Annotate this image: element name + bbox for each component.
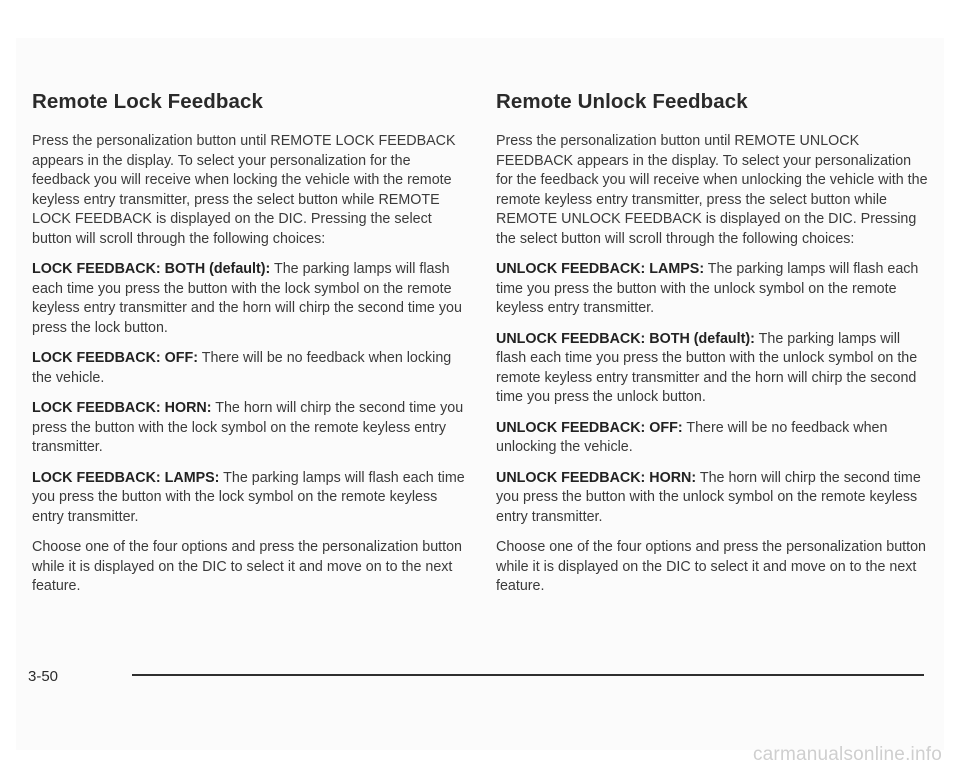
- option-text: The horn will chirp the second time you press the button with the unlock symbol on the remote keyless entry transmitter.: [496, 469, 921, 525]
- option-text: There will be no feedback when locking the vehicle.: [32, 350, 452, 386]
- option-text: The horn will chirp the second time you press the button with the lock symbol on the remote keyless entry transmitter.: [32, 400, 464, 455]
- option-paragraph: [496, 419, 928, 458]
- option-label: LOCK FEEDBACK: LAMPS:: [32, 469, 220, 486]
- site-watermark: carmanualsonline.info: [752, 744, 942, 765]
- option-paragraph: [32, 349, 472, 388]
- page-footer: [28, 664, 928, 684]
- option-text: The parking lamps will flash each time you press the button with the lock symbol on the remote keyless entry transmitter.: [32, 469, 465, 525]
- option-paragraph: [32, 399, 472, 458]
- remote-unlock-feedback-section: [496, 90, 928, 608]
- section-title: Remote Unlock Feedback: [496, 90, 748, 113]
- option-paragraph: [496, 260, 928, 319]
- option-label: LOCK FEEDBACK: BOTH (default):: [32, 261, 271, 277]
- option-text: The parking lamps will flash each time you press the button with the lock symbol on the remote keyless entry transmitter and the horn will chirp the second time you press the lock button.: [32, 261, 462, 336]
- option-paragraph: [496, 330, 928, 408]
- option-paragraph: [32, 260, 472, 338]
- option-text: The parking lamps will flash each time you press the button with the unlock symbol on the remote keyless entry transmitter.: [496, 261, 919, 316]
- section-intro: Press the personalization button until REMOTE UNLOCK FEEDBACK appears in the display. To select your personalization for the feedback you will receive when unlocking the vehicle with the remote keyless entry transmitter, press the select button while REMOTE UNLOCK FEEDBACK is displayed on the DIC. Pressing the select button will scroll through the following choices:: [496, 133, 928, 247]
- section-title: Remote Lock Feedback: [32, 90, 263, 113]
- option-label: UNLOCK FEEDBACK: LAMPS:: [496, 261, 705, 277]
- option-label: LOCK FEEDBACK: OFF:: [32, 350, 198, 366]
- option-text: There will be no feedback when unlocking the vehicle.: [496, 419, 888, 455]
- section-closing: Choose one of the four options and press the personalization button while it is displayed on the DIC to select it and move on to the next feature.: [496, 539, 926, 594]
- footer-rule: [132, 674, 924, 676]
- remote-lock-feedback-section: [32, 90, 472, 608]
- manual-page: [16, 38, 944, 750]
- option-paragraph: [32, 469, 472, 528]
- option-label: LOCK FEEDBACK: HORN:: [32, 400, 212, 416]
- page-number: 3-50: [28, 668, 59, 685]
- option-label: UNLOCK FEEDBACK: OFF:: [496, 419, 683, 436]
- option-paragraph: [496, 469, 928, 528]
- section-intro: Press the personalization button until REMOTE LOCK FEEDBACK appears in the display. To select your personalization for the feedback you will receive when locking the vehicle with the remote keyless entry transmitter, press the select button while REMOTE LOCK FEEDBACK is displayed on the DIC. Pressing the select button will scroll through the following choices:: [32, 133, 456, 247]
- section-closing: Choose one of the four options and press the personalization button while it is displayed on the DIC to select it and move on to the next feature.: [32, 539, 462, 594]
- option-label: UNLOCK FEEDBACK: HORN:: [496, 469, 697, 486]
- option-text: The parking lamps will flash each time you press the button with the unlock symbol on the remote keyless entry transmitter and the horn will chirp the second time you press the unlock button.: [496, 330, 918, 405]
- option-label: UNLOCK FEEDBACK: BOTH (default):: [496, 330, 755, 347]
